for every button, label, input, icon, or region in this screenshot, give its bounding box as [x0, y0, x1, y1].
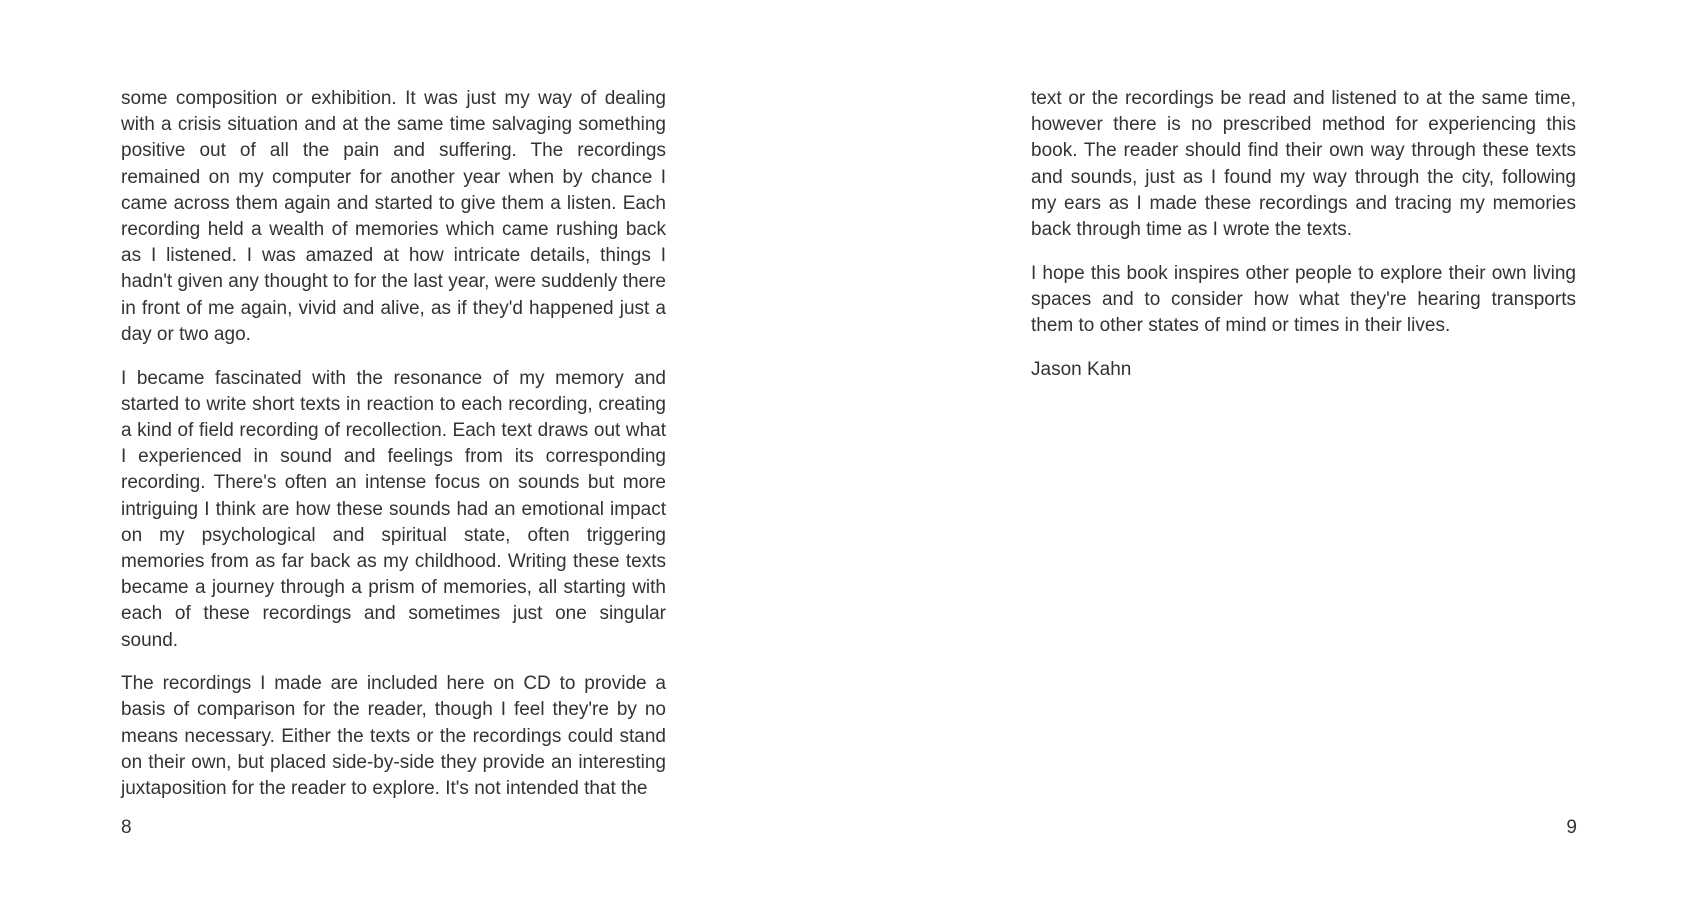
page-number: 9 — [1566, 817, 1577, 838]
paragraph: text or the recordings be read and listened to at the same time, however there is no prescribed method for experiencing this book. The reader should find their own way through these texts and sounds, just as I found my way through the city, following my ears as I made these recordings and tracing my memories back through time as I wrote the texts. — [1031, 88, 1576, 241]
paragraph: I hope this book inspires other people to explore their own living spaces and to consider how what they're hearing transports them to other states of mind or times in their lives. — [1031, 262, 1576, 337]
left-page-text — [121, 86, 666, 820]
author-signature: Jason Kahn — [1031, 358, 1132, 380]
paragraph: The recordings I made are included here on CD to provide a basis of comparison for the reader, though I feel they're by no means necessary. Either the texts or the recordings could stand on their own, but placed side-by-side they provide an interesting juxtaposition for the reader to explore. It's not intended that the — [121, 673, 666, 800]
paragraph: some composition or exhibition. It was just my way of dealing with a crisis situation and at the same time salvaging something positive out of all the pain and suffering. The recordings remained on my computer for another year when by chance I came across them again and started to give them a listen. Each recording held a wealth of memories which came rushing back as I listened. I was amazed at how intricate details, things I hadn't given any thought to for the last year, were suddenly there in front of me again, vivid and alive, as if they'd happened just a day or two ago. — [121, 88, 666, 345]
paragraph: I became fascinated with the resonance of my memory and started to write short texts in reaction to each recording, creating a kind of field recording of recollection. Each text draws out what I experienced in sound and feelings from its corresponding recording. There's often an intense focus on sounds but more intriguing I think are how these sounds had an emotional impact on my psychological and spiritual state, often triggering memories from as far back as my childhood. Writing these texts became a journey through a prism of memories, all starting with each of these recordings and sometimes just one singular sound. — [121, 367, 666, 651]
right-page-text — [1031, 86, 1576, 401]
right-page — [844, 0, 1688, 904]
page-number: 8 — [121, 817, 132, 838]
